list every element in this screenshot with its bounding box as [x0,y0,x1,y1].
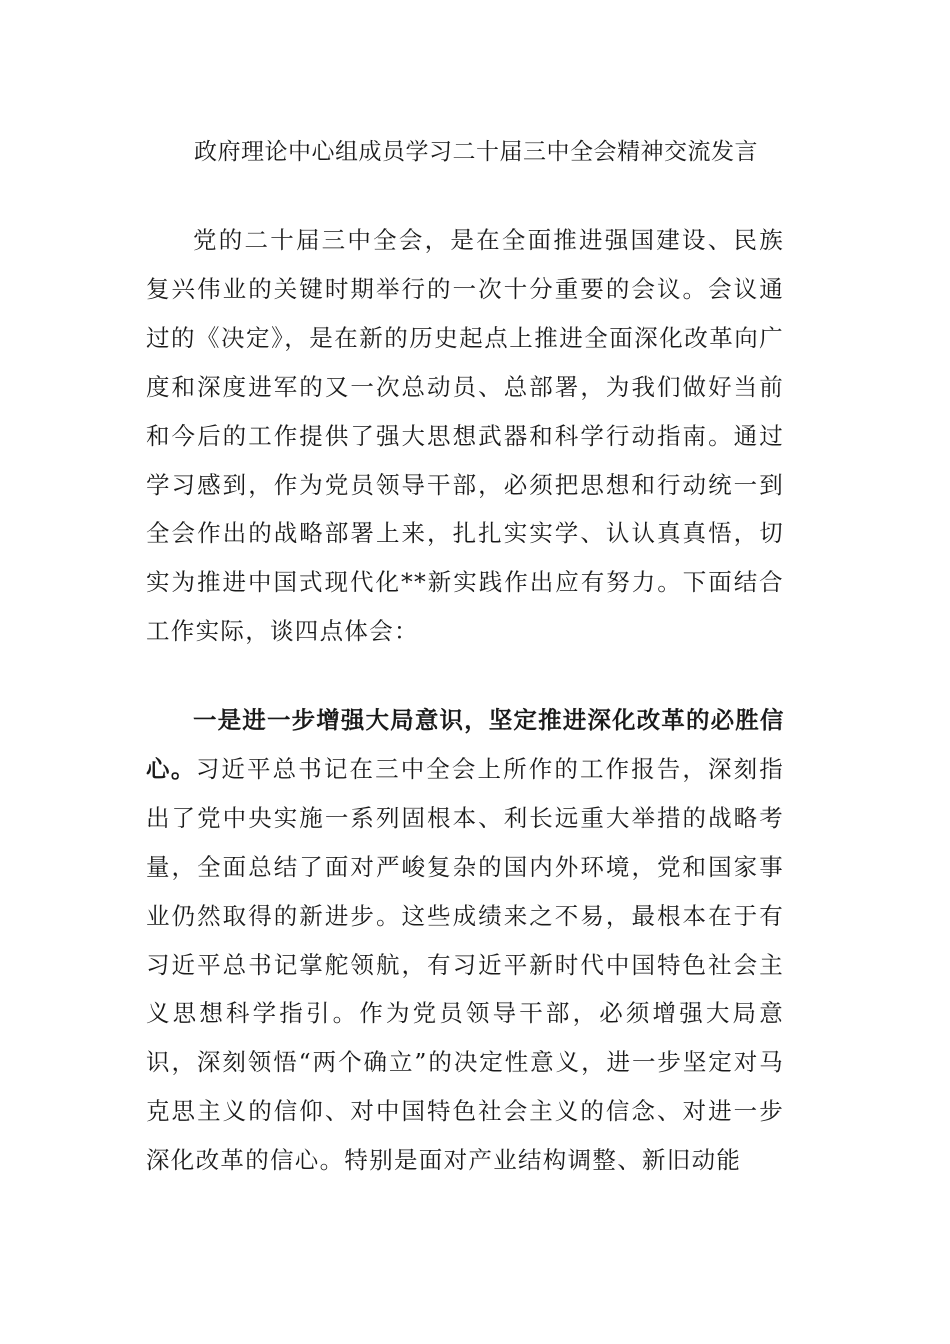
point-one-body: 习近平总书记在三中全会上所作的工作报告，深刻指出了党中央实施一系列固根本、利长远重大举措的战略考量，全面总结了面对严峻复杂的国内外环境，党和国家事业仍然取得的新进步。这些成绩来之不易，最根本在于有习近平总书记掌舵领航，有习近平新时代中国特色社会主义思想科学指引。作为党员领导干部，必须增强大局意识，深刻领悟“两个确立”的决定性意义，进一步坚定对马克思主义的信仰、对中国特色社会主义的信念、对进一步深化改革的信心。特别是面对产业结构调整、新旧动能 [146,754,785,1175]
paragraph-point-one [146,696,784,1185]
point-one-heading: 一是进一步增强大局意识，坚定推进深化改革的必胜信心。 [146,706,784,783]
document-title: 政府理论中心组成员学习二十届三中全会精神交流发言 [194,139,758,165]
paragraph-intro: 党的二十届三中全会，是在全面推进强国建设、民族复兴伟业的关键时期举行的一次十分重要的会议。会议通过的《决定》，是在新的历史起点上推进全面深化改革向广度和深度进军的又一次总动员、总部署，为我们做好当前和今后的工作提供了强大思想武器和科学行动指南。通过学习感到，作为党员领导干部，必须把思想和行动统一到全会作出的战略部署上来，扎扎实实学、认认真真悟，切实为推进中国式现代化**新实践作出应有努力。下面结合工作实际，谈四点体会： [146,226,784,646]
